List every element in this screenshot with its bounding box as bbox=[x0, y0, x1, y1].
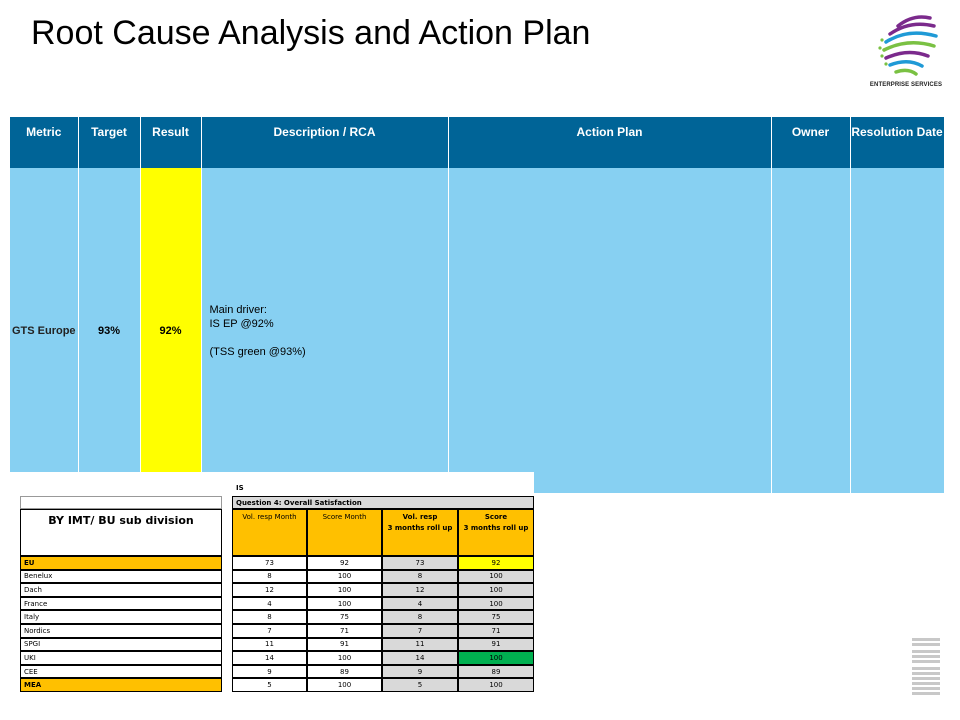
header-owner: Owner bbox=[771, 117, 850, 168]
sheet-row-label: Benelux bbox=[20, 570, 222, 584]
sheet-row-label: Italy bbox=[20, 610, 222, 624]
ibm-logo-icon bbox=[910, 636, 942, 698]
sheet-cell: 89 bbox=[458, 665, 534, 679]
sheet-cell: 14 bbox=[382, 651, 458, 665]
sheet-cell: 8 bbox=[232, 570, 307, 584]
sheet-row-label: UKI bbox=[20, 651, 222, 665]
rca-table bbox=[10, 117, 945, 493]
satisfaction-spreadsheet bbox=[10, 472, 534, 706]
sheet-cell: 75 bbox=[458, 610, 534, 624]
col-subheader-text: 3 months roll up bbox=[463, 524, 529, 532]
sheet-cell: 9 bbox=[382, 665, 458, 679]
description-line bbox=[210, 331, 448, 345]
sheet-cell: 71 bbox=[458, 624, 534, 638]
col-header-text: Score bbox=[484, 513, 508, 521]
sheet-row-label: Nordics bbox=[20, 624, 222, 638]
sheet-cell: 7 bbox=[382, 624, 458, 638]
sheet-cell: 8 bbox=[382, 570, 458, 584]
sheet-cell: 91 bbox=[307, 638, 382, 652]
sheet-cell: 73 bbox=[382, 556, 458, 570]
sheet-cell: 11 bbox=[382, 638, 458, 652]
sheet-cell: 12 bbox=[232, 583, 307, 597]
sheet-cell: 89 bbox=[307, 665, 382, 679]
cell-resolution-date bbox=[850, 168, 944, 493]
description-line: (TSS green @93%) bbox=[209, 345, 306, 358]
sheet-cell: 4 bbox=[382, 597, 458, 611]
sheet-cell: 8 bbox=[382, 610, 458, 624]
sheet-cell: 11 bbox=[232, 638, 307, 652]
cell-description bbox=[201, 168, 448, 493]
cell-metric: GTS Europe bbox=[10, 168, 78, 493]
header-metric: Metric bbox=[10, 117, 78, 168]
cell-result: 92% bbox=[140, 168, 201, 493]
sheet-row-label: Dach bbox=[20, 583, 222, 597]
col-header-vol-rollup bbox=[382, 509, 458, 556]
sheet-cell: 8 bbox=[232, 610, 307, 624]
sheet-question: Question 4: Overall Satisfaction bbox=[232, 496, 534, 509]
swirl-logo-icon bbox=[868, 10, 944, 82]
sheet-left-blank bbox=[20, 496, 222, 509]
sheet-top-label: IS bbox=[236, 484, 244, 492]
header-result: Result bbox=[140, 117, 201, 168]
rca-header-row bbox=[10, 117, 944, 168]
sheet-cell: 100 bbox=[458, 678, 534, 692]
cell-action-plan bbox=[448, 168, 771, 493]
sheet-cell: 12 bbox=[382, 583, 458, 597]
sheet-row-label: EU bbox=[20, 556, 222, 570]
header-resolution-date: Resolution Date bbox=[850, 117, 944, 168]
sheet-cell: 100 bbox=[307, 597, 382, 611]
enterprise-services-logo bbox=[868, 10, 944, 94]
col-header-score-rollup bbox=[458, 509, 534, 556]
col-header-score-month: Score Month bbox=[307, 509, 382, 556]
sheet-cell: 100 bbox=[307, 651, 382, 665]
sheet-cell: 100 bbox=[307, 583, 382, 597]
sheet-row-label: France bbox=[20, 597, 222, 611]
sheet-row-label: SPGI bbox=[20, 638, 222, 652]
sheet-cell: 100 bbox=[458, 570, 534, 584]
sheet-cell: 5 bbox=[232, 678, 307, 692]
sheet-cell: 7 bbox=[232, 624, 307, 638]
rca-row bbox=[10, 168, 944, 493]
sheet-cell: 4 bbox=[232, 597, 307, 611]
sheet-left-header: BY IMT/ BU sub division bbox=[20, 509, 222, 556]
cell-target: 93% bbox=[78, 168, 140, 493]
sheet-cell: 100 bbox=[458, 583, 534, 597]
col-header-vol-month: Vol. resp Month bbox=[232, 509, 307, 556]
sheet-cell: 75 bbox=[307, 610, 382, 624]
sheet-row-label: CEE bbox=[20, 665, 222, 679]
sheet-cell: 92 bbox=[458, 556, 534, 570]
sheet-cell: 100 bbox=[307, 678, 382, 692]
logo-text: ENTERPRISE SERVICES bbox=[869, 82, 943, 88]
header-target: Target bbox=[78, 117, 140, 168]
sheet-cell: 100 bbox=[307, 570, 382, 584]
sheet-cell: 100 bbox=[458, 651, 534, 665]
header-action-plan: Action Plan bbox=[448, 117, 771, 168]
col-header-text: Vol. resp bbox=[402, 513, 438, 521]
sheet-cell: 92 bbox=[307, 556, 382, 570]
sheet-cell: 71 bbox=[307, 624, 382, 638]
description-line: IS EP @92% bbox=[209, 317, 274, 330]
sheet-cell: 73 bbox=[232, 556, 307, 570]
sheet-cell: 14 bbox=[232, 651, 307, 665]
sheet-row-label: MEA bbox=[20, 678, 222, 692]
col-subheader-text: 3 months roll up bbox=[387, 524, 453, 532]
sheet-cell: 100 bbox=[458, 597, 534, 611]
slide-title: Root Cause Analysis and Action Plan bbox=[31, 14, 591, 52]
cell-owner bbox=[771, 168, 850, 493]
sheet-cell: 9 bbox=[232, 665, 307, 679]
sheet-cell: 91 bbox=[458, 638, 534, 652]
sheet-cell: 5 bbox=[382, 678, 458, 692]
description-line: Main driver: bbox=[209, 303, 267, 316]
header-description: Description / RCA bbox=[201, 117, 448, 168]
